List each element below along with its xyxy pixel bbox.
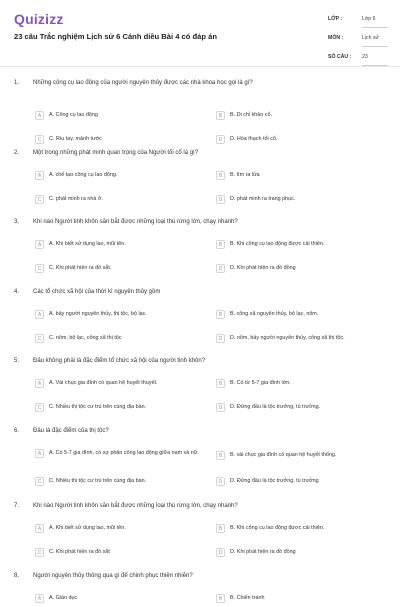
- option-a[interactable]: [35, 171, 199, 184]
- question-number: 7.: [14, 503, 20, 509]
- option-d[interactable]: [216, 403, 380, 416]
- question-text: Người nguyên thủy thông qua gì để chinh phục thiên nhiên?: [33, 573, 193, 579]
- option-text: A. chế tạo công cụ lao động.: [49, 172, 118, 178]
- option-c[interactable]: [35, 548, 199, 561]
- option-b[interactable]: [216, 594, 380, 607]
- option-text: C. nôm, bộ lạc, công xã thị tộc: [49, 335, 122, 341]
- option-letter-box: B: [216, 240, 225, 249]
- option-letter-box: A: [35, 594, 44, 603]
- option-letter-box: A: [35, 310, 44, 319]
- option-b[interactable]: [216, 240, 380, 253]
- option-text: B. công xã nguyên thủy, bộ lạc, nôm.: [230, 311, 319, 317]
- question-text: Khi nào Người tinh khôn săn bắt được những loại thú rừng lớn, chạy nhanh?: [33, 219, 238, 225]
- option-c[interactable]: [35, 334, 199, 347]
- question-number: 5.: [14, 358, 20, 364]
- option-a[interactable]: [35, 524, 199, 537]
- option-b[interactable]: [216, 379, 380, 392]
- quizizz-logo: Quizizz: [14, 11, 64, 27]
- option-d[interactable]: [216, 195, 380, 208]
- option-letter-box: B: [216, 171, 225, 180]
- option-text: B. tìm ra lửa: [230, 172, 260, 178]
- question-text: Một trong những phát minh quan trọng của Người tối cổ là gì?: [33, 150, 199, 156]
- option-d[interactable]: [216, 135, 380, 148]
- option-a[interactable]: [35, 310, 199, 323]
- option-text: D. phát minh ra trang phục.: [230, 196, 296, 202]
- option-text: C. Khi phát hiện ra đồ sắt: [49, 549, 110, 555]
- option-text: D. Đứng đầu là tộc trưởng, tù trưởng: [230, 478, 319, 484]
- option-letter-box: A: [35, 171, 44, 180]
- option-text: B. vài chục gia đình có quan hệ huyết thống.: [230, 452, 337, 458]
- question-number: 3.: [14, 219, 20, 225]
- question-text: Đâu là đặc điểm của thị tộc?: [33, 428, 109, 434]
- option-b[interactable]: [216, 524, 380, 537]
- option-letter-box: C: [35, 548, 44, 557]
- option-letter-box: A: [35, 379, 44, 388]
- document-title: 23 câu Trắc nghiệm Lịch sử 6 Cánh diều Bài 4 có đáp án: [14, 32, 217, 41]
- option-text: A. Giáo dục: [49, 595, 78, 601]
- option-c[interactable]: [35, 135, 199, 148]
- meta-label: MÔN :: [328, 35, 344, 41]
- option-text: B. Có từ 5-7 gia đình lớn.: [230, 380, 291, 386]
- option-text: C. Nhiều thị tộc cư trú trên cùng địa bàn.: [49, 478, 147, 484]
- option-text: D. Đứng đầu là tộc trưởng, tù trưởng.: [230, 404, 321, 410]
- option-text: D. Khi phát hiện ra đồ đồng: [230, 549, 296, 555]
- option-c[interactable]: [35, 477, 199, 490]
- option-text: A. bầy người nguyên thủy, thị tộc, bộ lạc.: [49, 311, 147, 317]
- option-letter-box: C: [35, 477, 44, 486]
- meta-panel: [328, 13, 388, 70]
- question-number: 1.: [14, 80, 20, 86]
- option-letter-box: D: [216, 548, 225, 557]
- option-a[interactable]: [35, 594, 199, 607]
- option-text: C. Nhiều thị tộc cư trú trên cùng địa bàn.: [49, 404, 147, 410]
- option-letter-box: C: [35, 403, 44, 412]
- option-letter-box: B: [216, 310, 225, 319]
- option-a[interactable]: [35, 240, 199, 253]
- option-text: B. Khi công cụ lao động được cải thiện.: [230, 525, 325, 531]
- meta-row-subject: [328, 32, 388, 51]
- option-letter-box: A: [35, 111, 44, 120]
- option-d[interactable]: [216, 264, 380, 277]
- question-text: Các tổ chức xã hội của thời kì nguyên thủy gồm: [33, 289, 161, 295]
- question-number: 8.: [14, 573, 20, 579]
- question-text: Đâu không phải là đặc điểm tổ chức xã hội của người tinh khôn?: [33, 358, 206, 364]
- option-text: D. Hóa thạch tối cổ.: [230, 136, 278, 142]
- option-text: A. Vài chục gia đình có quan hệ huyết thuyết.: [49, 380, 158, 386]
- option-a[interactable]: [35, 379, 199, 392]
- option-text: A. Khi biết sử dụng lao, mũi tên.: [49, 241, 126, 247]
- option-c[interactable]: [35, 195, 199, 208]
- option-letter-box: C: [35, 334, 44, 343]
- option-letter-box: B: [216, 379, 225, 388]
- meta-row-grade: [328, 13, 388, 32]
- option-letter-box: D: [216, 195, 225, 204]
- option-letter-box: B: [216, 111, 225, 120]
- option-a[interactable]: [35, 111, 199, 124]
- option-text: D. nôm, bầy người nguyên thủy, công xã thị tộc.: [230, 335, 345, 341]
- option-text: C. Rìu tay, mảnh tước: [49, 136, 102, 142]
- option-b[interactable]: [216, 171, 380, 184]
- option-text: D. Khi phát hiện ra đồ đồng: [230, 265, 296, 271]
- option-text: C. phát minh ra nhà ở.: [49, 196, 103, 202]
- question-text: Những công cụ lao động của người nguyên thủy được các nhà khoa học gọi là gì?: [33, 80, 253, 86]
- meta-value: 23: [362, 51, 388, 66]
- question-text: Khi nào Người tinh khôn săn bắt được những loại thú rừng lớn, chạy nhanh?: [33, 503, 238, 509]
- option-letter-box: B: [216, 451, 225, 460]
- meta-row-count: [328, 51, 388, 70]
- option-letter-box: A: [35, 240, 44, 249]
- option-text: C. Khi phát hiện ra đồ sắt.: [49, 265, 112, 271]
- option-text: B. Chiến tranh: [230, 595, 265, 601]
- option-b[interactable]: [216, 310, 380, 323]
- question-number: 4.: [14, 289, 20, 295]
- option-a[interactable]: [35, 449, 199, 462]
- option-letter-box: D: [216, 264, 225, 273]
- option-letter-box: D: [216, 334, 225, 343]
- document-header: [0, 0, 400, 67]
- option-letter-box: D: [216, 403, 225, 412]
- option-text: A. Khi biết sử dụng lao, mũi tên.: [49, 525, 126, 531]
- option-letter-box: A: [35, 524, 44, 533]
- option-c[interactable]: [35, 403, 199, 416]
- option-letter-box: D: [216, 477, 225, 486]
- option-letter-box: B: [216, 524, 225, 533]
- option-b[interactable]: [216, 111, 380, 124]
- option-d[interactable]: [216, 548, 380, 561]
- option-text: A. Công cụ lao động: [49, 112, 98, 118]
- option-letter-box: D: [216, 135, 225, 144]
- meta-value: Lịch sử: [362, 32, 388, 47]
- option-c[interactable]: [35, 264, 199, 277]
- option-d[interactable]: [216, 477, 380, 490]
- question-number: 6.: [14, 428, 20, 434]
- option-text: B. Khi công cụ lao động được cải thiện.: [230, 241, 325, 247]
- meta-label: LỚP :: [328, 16, 343, 22]
- option-d[interactable]: [216, 334, 380, 347]
- option-text: A. Có 5-7 gia đình, có sự phân công lao động giữa nam và nữ.: [49, 450, 199, 456]
- option-letter-box: A: [35, 449, 44, 458]
- option-letter-box: C: [35, 264, 44, 273]
- meta-label: SỐ CÂU :: [328, 54, 352, 60]
- option-letter-box: B: [216, 594, 225, 603]
- option-b[interactable]: [216, 451, 380, 464]
- option-text: B. Di chỉ khảo cổ.: [230, 112, 272, 118]
- option-letter-box: C: [35, 135, 44, 144]
- option-letter-box: C: [35, 195, 44, 204]
- question-number: 2.: [14, 150, 20, 156]
- meta-value: Lớp 6: [362, 13, 388, 28]
